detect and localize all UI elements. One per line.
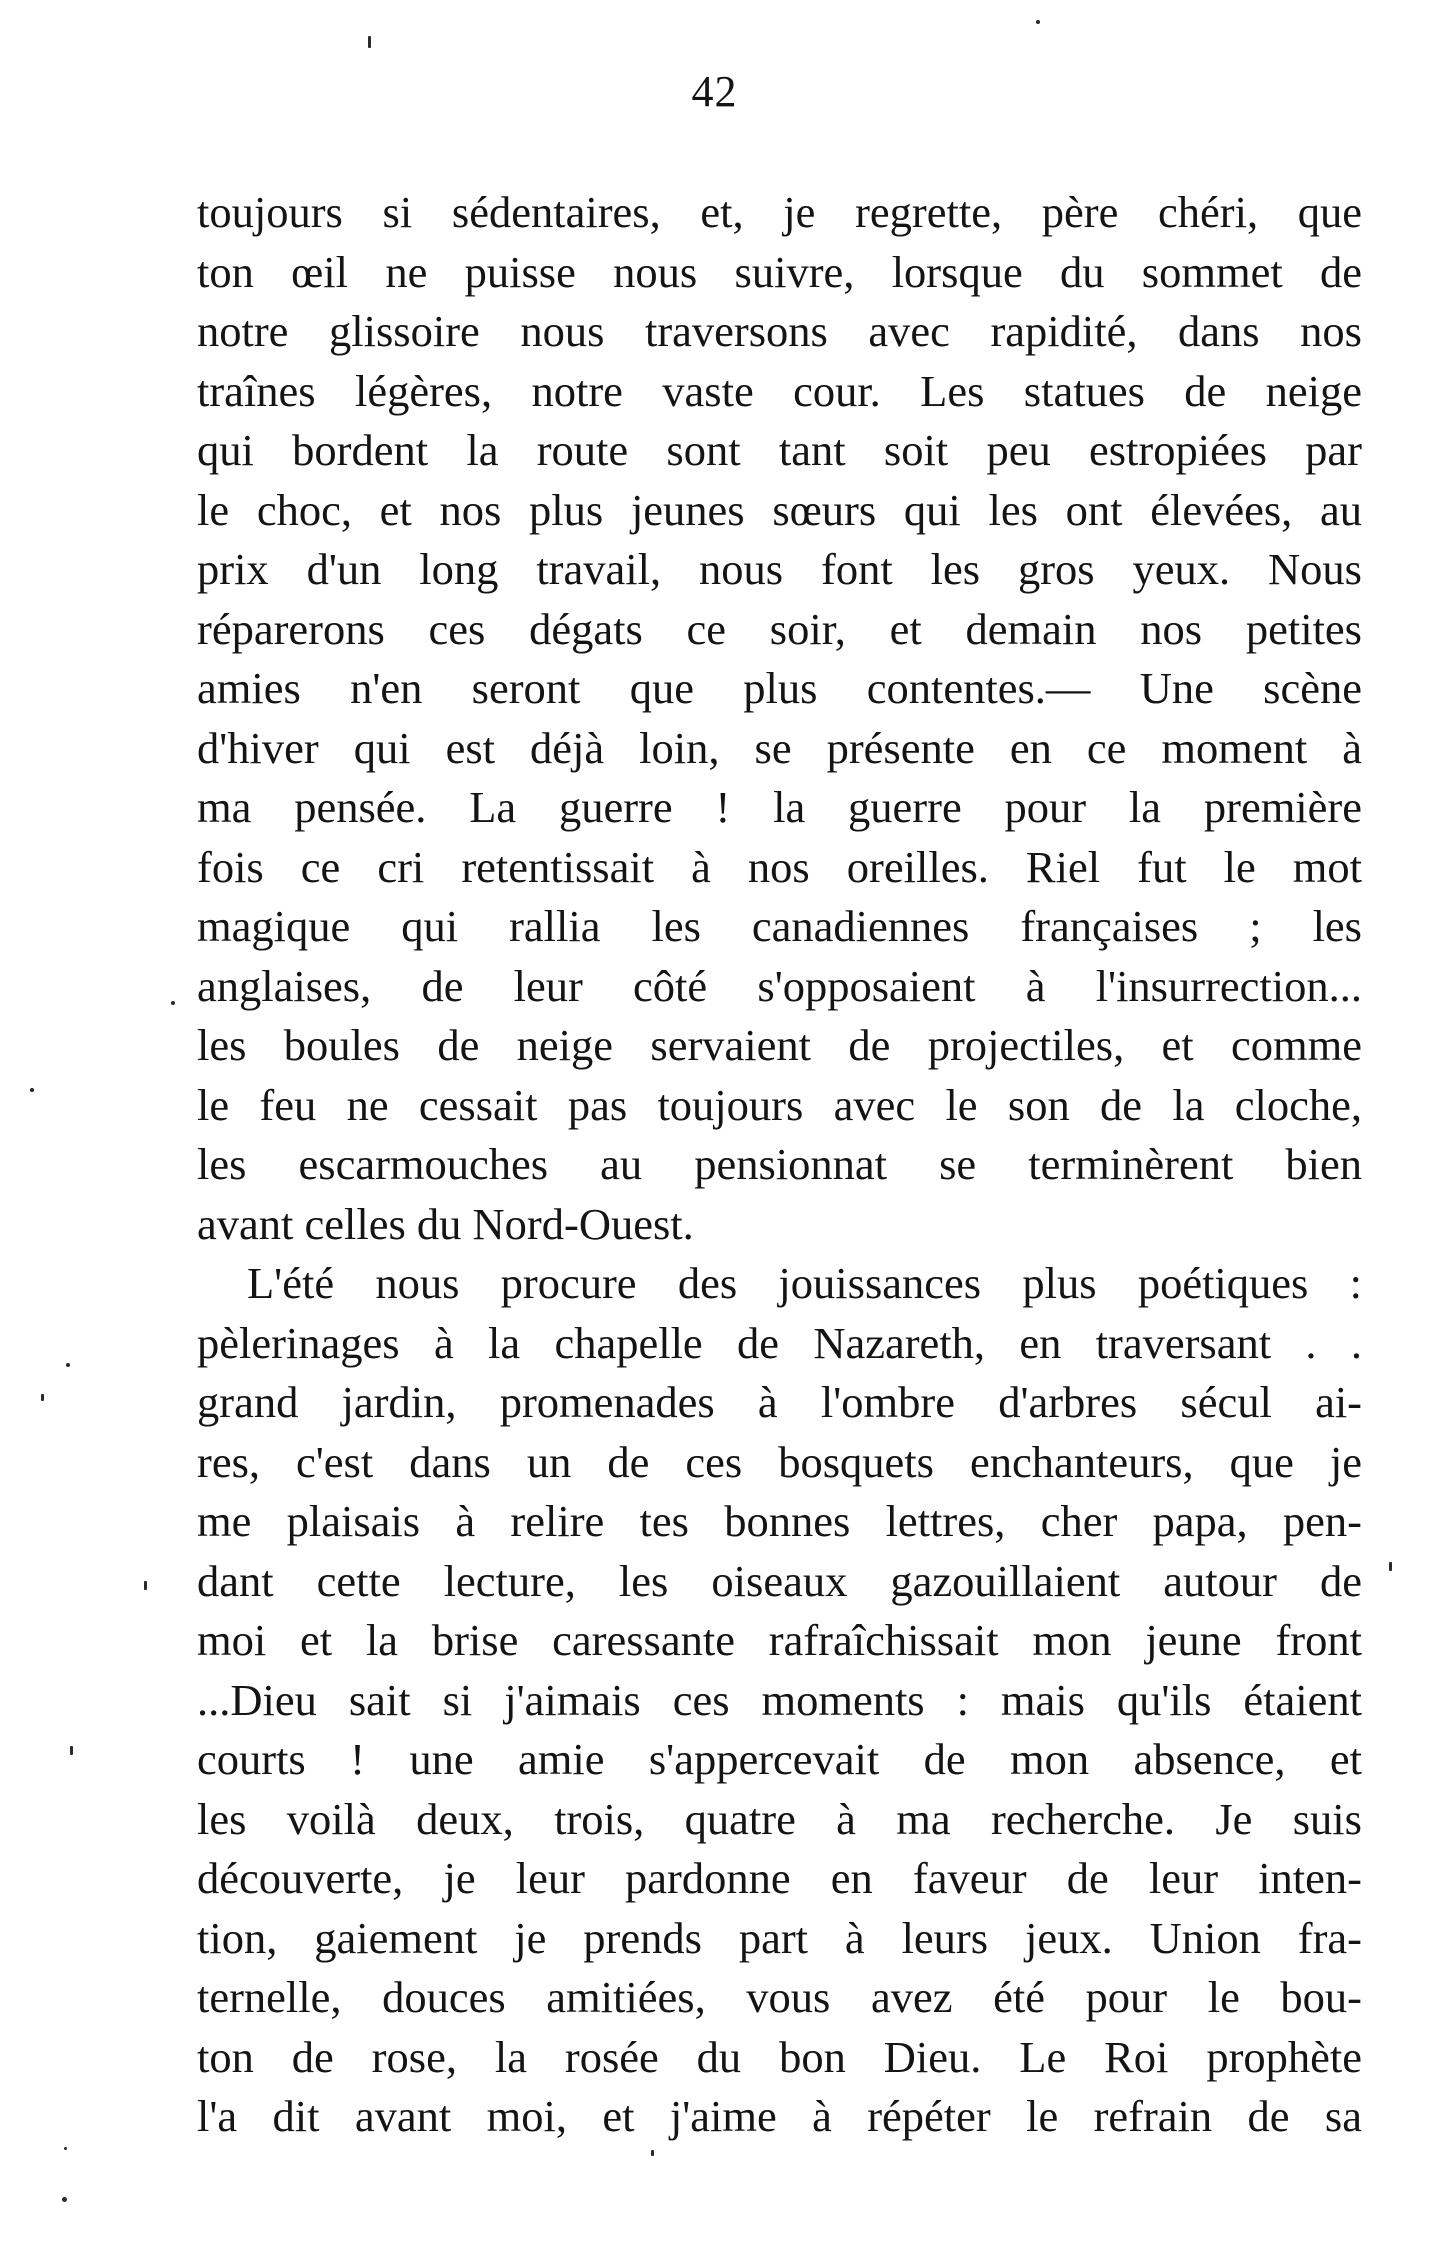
text-line: grand jardin, promenades à l'ombre d'arbres sécul ai- [197, 1377, 1362, 1427]
text-line: prix d'un long travail, nous font les gros yeux. Nous [197, 544, 1362, 594]
text-line: traînes légères, notre vaste cour. Les statues de neige [197, 365, 1362, 416]
text-line: notre glissoire nous traversons avec rapidité, dans nos [197, 306, 1362, 356]
text-line: pèlerinages à la chapelle de Nazareth, en traversant . . [197, 1317, 1362, 1368]
text-line: ton de rose, la rosée du bon Dieu. Le Roi prophète [197, 2031, 1362, 2082]
text-line: ton œil ne puisse nous suivre, lorsque du sommet de [197, 246, 1362, 297]
text-line: le choc, et nos plus jeunes sœurs qui les ont élevées, au [197, 484, 1362, 535]
text-line: les voilà deux, trois, quatre à ma recherche. Je suis [197, 1793, 1362, 1844]
scan-speck [62, 2197, 67, 2202]
text-line: avant celles du Nord-Ouest. [197, 1198, 694, 1249]
scan-speck [41, 1394, 44, 1401]
page-number: 42 [691, 67, 738, 116]
paragraph-2 [197, 1254, 1362, 2147]
text-line: ma pensée. La guerre ! la guerre pour la première [197, 782, 1362, 832]
scan-speck [171, 1001, 175, 1005]
text-line: les escarmouches au pensionnat se terminèrent bien [197, 1139, 1362, 1189]
text-line: me plaisais à relire tes bonnes lettres, cher papa, pen- [197, 1496, 1362, 1546]
text-line: découverte, je leur pardonne en faveur de leur inten- [197, 1853, 1362, 1903]
scan-speck [70, 1746, 73, 1755]
text-line: magique qui rallia les canadiennes françaises ; les [197, 901, 1362, 951]
text-line: les boules de neige servaient de projectiles, et comme [197, 1020, 1362, 1070]
scan-speck [66, 1363, 70, 1367]
text-line: ...Dieu sait si j'aimais ces moments : mais qu'ils étaient [197, 1674, 1362, 1725]
text-line: fois ce cri retentissait à nos oreilles. Riel fut le mot [197, 841, 1362, 892]
text-line: tion, gaiement je prends part à leurs jeux. Union fra- [197, 1912, 1362, 1963]
text-line: dant cette lecture, les oiseaux gazouillaient autour de [197, 1555, 1362, 1606]
text-line: anglaises, de leur côté s'opposaient à l'insurrection... [197, 960, 1362, 1011]
scan-speck [144, 1581, 147, 1590]
text-line: qui bordent la route sont tant soit peu estropiées par [197, 425, 1362, 475]
scan-speck [1036, 20, 1040, 24]
scan-speck [368, 36, 371, 48]
text-line: amies n'en seront que plus contentes.— Une scène [197, 663, 1362, 713]
paragraph-1 [197, 183, 1362, 1254]
scan-speck [64, 2147, 67, 2150]
scan-speck [30, 1088, 34, 1092]
body-text [197, 183, 1362, 2147]
text-line: toujours si sédentaires, et, je regrette, père chéri, que [197, 187, 1362, 237]
text-line: L'été nous procure des jouissances plus poétiques : [247, 1258, 1362, 1308]
text-line: le feu ne cessait pas toujours avec le son de la cloche, [197, 1079, 1362, 1130]
text-line: moi et la brise caressante rafraîchissait mon jeune front [197, 1615, 1362, 1665]
scan-speck [651, 2150, 654, 2156]
text-line: courts ! une amie s'appercevait de mon absence, et [197, 1734, 1362, 1784]
text-line: l'a dit avant moi, et j'aime à répéter le refrain de sa [197, 2091, 1362, 2141]
text-line: ternelle, douces amitiées, vous avez été pour le bou- [197, 1972, 1362, 2022]
text-line: d'hiver qui est déjà loin, se présente en ce moment à [197, 722, 1362, 773]
scan-speck [1389, 1562, 1392, 1571]
text-line: réparerons ces dégats ce soir, et demain nos petites [197, 603, 1362, 654]
text-line: res, c'est dans un de ces bosquets enchanteurs, que je [197, 1436, 1362, 1487]
